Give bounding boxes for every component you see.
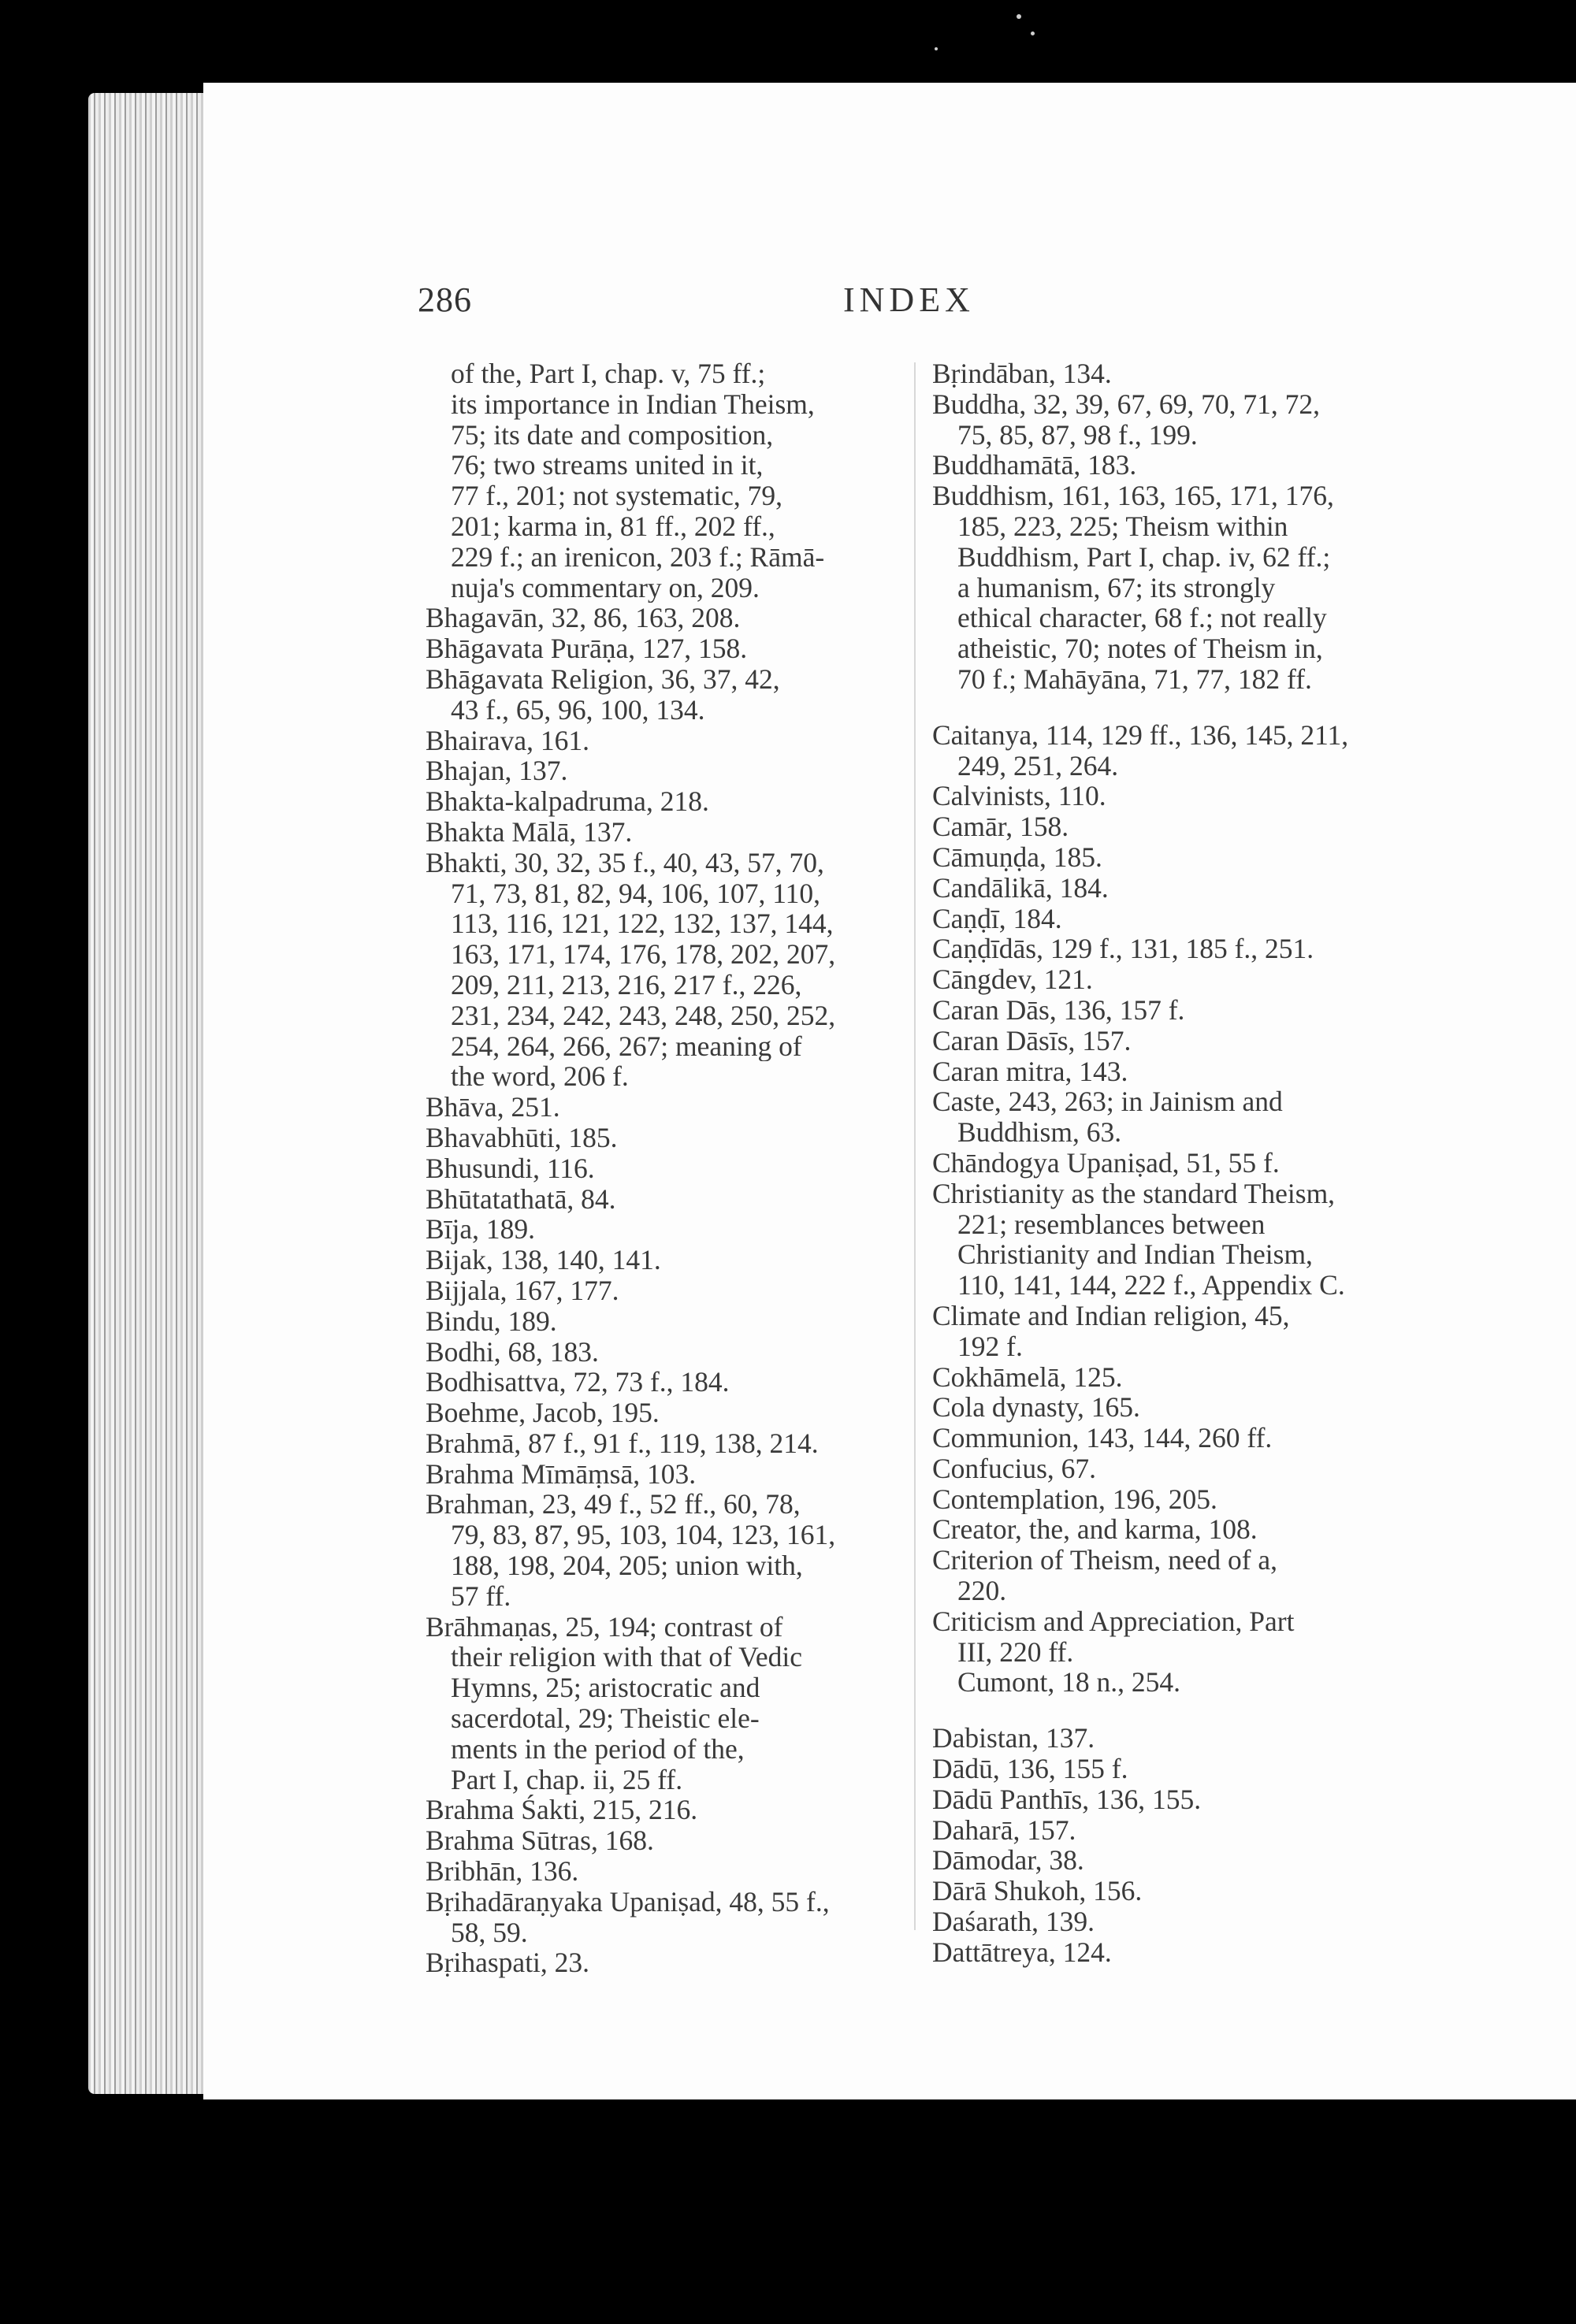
index-line: sacerdotal, 29; Theistic ele- xyxy=(451,1703,760,1734)
index-line: Criterion of Theism, need of a, xyxy=(932,1545,1278,1576)
index-line: Brahmā, 87 f., 91 f., 119, 138, 214. xyxy=(426,1427,819,1459)
index-line: Caitanya, 114, 129 ff., 136, 145, 211, xyxy=(932,719,1349,751)
index-line: a humanism, 67; its strongly xyxy=(957,572,1276,603)
index-line: Brāhmaṇas, 25, 194; contrast of xyxy=(426,1611,783,1643)
index-line: Part I, chap. ii, 25 ff. xyxy=(451,1764,683,1795)
index-line: ments in the period of the, xyxy=(451,1733,745,1765)
index-column-left xyxy=(426,358,895,1978)
index-line: 249, 251, 264. xyxy=(957,750,1119,781)
index-line: Brahma Mīmāṃsā, 103. xyxy=(426,1458,697,1490)
index-line: Dattātreya, 124. xyxy=(932,1936,1112,1968)
index-line: Communion, 143, 144, 260 ff. xyxy=(932,1423,1273,1453)
index-line: Bhakti, 30, 32, 35 f., 40, 43, 57, 70, xyxy=(426,847,824,878)
index-line: Chāndogya Upaniṣad, 51, 55 f. xyxy=(932,1147,1280,1179)
index-line: Bhāgavata Purāṇa, 127, 158. xyxy=(426,633,748,664)
index-line: 220. xyxy=(957,1576,1007,1606)
index-line: Caran mitra, 143. xyxy=(932,1056,1128,1087)
index-line: Creator, the, and karma, 108. xyxy=(932,1514,1258,1546)
index-line: Bindu, 189. xyxy=(426,1305,557,1337)
index-line: 231, 234, 242, 243, 248, 250, 252, xyxy=(451,1000,836,1031)
index-line: Bhusundi, 116. xyxy=(426,1153,595,1184)
index-line: 77 f., 201; not systematic, 79, xyxy=(451,481,783,511)
index-line: of the, Part I, chap. v, 75 ff.; xyxy=(451,358,766,389)
index-line: Cāngdev, 121. xyxy=(932,964,1093,995)
index-line: Camār, 158. xyxy=(932,811,1069,842)
dust-speck xyxy=(1031,32,1035,35)
index-line: 57 ff. xyxy=(451,1580,511,1612)
index-line: 43 f., 65, 96, 100, 134. xyxy=(451,694,705,726)
index-line: Confucius, 67. xyxy=(932,1453,1097,1484)
index-line: Dādū Panthīs, 136, 155. xyxy=(932,1784,1202,1815)
index-line: Bhūtatathatā, 84. xyxy=(426,1183,616,1215)
index-line: Buddha, 32, 39, 67, 69, 70, 71, 72, xyxy=(932,388,1321,420)
index-line: Bīja, 189. xyxy=(426,1214,536,1246)
index-line: Criticism and Appreciation, Part xyxy=(932,1606,1295,1637)
index-line: 209, 211, 213, 216, 217 f., 226, xyxy=(451,969,802,1001)
index-line: Buddhism, 63. xyxy=(957,1117,1122,1148)
index-line: Bodhisattva, 72, 73 f., 184. xyxy=(426,1367,730,1398)
index-line: their religion with that of Vedic xyxy=(451,1642,802,1673)
index-line: the word, 206 f. xyxy=(451,1061,629,1093)
index-line: Cāmuṇḍa, 185. xyxy=(932,841,1102,873)
index-line: Contemplation, 196, 205. xyxy=(932,1483,1217,1515)
index-line: nuja's commentary on, 209. xyxy=(451,572,760,603)
index-line: Caṇḍīdās, 129 f., 131, 185 f., 251. xyxy=(932,934,1314,965)
index-line: Bhāva, 251. xyxy=(426,1092,560,1123)
index-line: Brahman, 23, 49 f., 52 ff., 60, 78, xyxy=(426,1489,801,1520)
index-line: 79, 83, 87, 95, 103, 104, 123, 161, xyxy=(451,1520,836,1551)
index-line: 201; karma in, 81 ff., 202 ff., xyxy=(451,510,775,542)
index-line: Christianity and Indian Theism, xyxy=(957,1239,1313,1271)
index-line: Bṛihadāraṇyaka Upaniṣad, 48, 55 f., xyxy=(426,1886,830,1917)
index-line: 76; two streams united in it, xyxy=(451,450,764,481)
index-line: Daharā, 157. xyxy=(932,1814,1076,1846)
index-line: Dārā Shukoh, 156. xyxy=(932,1876,1143,1907)
index-line: Bijjala, 167, 177. xyxy=(426,1275,619,1306)
index-line: Bodhi, 68, 183. xyxy=(426,1336,599,1368)
index-line: Dabistan, 137. xyxy=(932,1723,1095,1754)
index-line: 188, 198, 204, 205; union with, xyxy=(451,1550,803,1581)
index-line: Brahma Śakti, 215, 216. xyxy=(426,1795,698,1826)
index-line: 58, 59. xyxy=(451,1917,528,1948)
index-column-right xyxy=(932,358,1410,1968)
index-line: its importance in Indian Theism, xyxy=(451,388,815,420)
index-line: Bhajan, 137. xyxy=(426,755,568,787)
index-line: Brahma Sūtras, 168. xyxy=(426,1825,654,1857)
index-line: 70 f.; Mahāyāna, 71, 77, 182 ff. xyxy=(957,663,1312,695)
index-line: Buddhism, Part I, chap. iv, 62 ff.; xyxy=(957,541,1331,573)
index-line: 71, 73, 81, 82, 94, 106, 107, 110, xyxy=(451,878,821,909)
index-line: Dādū, 136, 155 f. xyxy=(932,1754,1128,1784)
index-line: Caran Dāsīs, 157. xyxy=(932,1025,1132,1056)
column-rule xyxy=(914,362,916,1930)
index-line: Hymns, 25; aristocratic and xyxy=(451,1672,760,1704)
index-line: Bhakta Mālā, 137. xyxy=(426,816,633,848)
index-line: III, 220 ff. xyxy=(957,1636,1074,1668)
index-line: Christianity as the standard Theism, xyxy=(932,1178,1336,1209)
index-line: 192 f. xyxy=(957,1331,1023,1362)
index-line: Candālikā, 184. xyxy=(932,872,1109,904)
index-line: 163, 171, 174, 176, 178, 202, 207, xyxy=(451,939,836,970)
index-line: 221; resemblances between xyxy=(957,1208,1266,1240)
index-line: Bhāgavata Religion, 36, 37, 42, xyxy=(426,663,780,695)
index-line: 185, 223, 225; Theism within xyxy=(957,510,1288,542)
index-line: atheistic, 70; notes of Theism in, xyxy=(957,633,1323,664)
index-line: 75, 85, 87, 98 f., 199. xyxy=(957,419,1198,451)
index-line: 113, 116, 121, 122, 132, 137, 144, xyxy=(451,908,834,940)
index-line: Boehme, Jacob, 195. xyxy=(426,1398,660,1428)
index-line: 229 f.; an irenicon, 203 f.; Rāmā- xyxy=(451,541,825,573)
index-line: Caṇḍī, 184. xyxy=(932,903,1062,934)
index-line: Bhairava, 161. xyxy=(426,725,590,756)
index-line: Bhakta-kalpadruma, 218. xyxy=(426,786,709,817)
index-line: Bribhān, 136. xyxy=(426,1856,579,1887)
dust-speck xyxy=(935,47,938,50)
index-line: Bhavabhūti, 185. xyxy=(426,1122,618,1153)
index-line: Buddhism, 161, 163, 165, 171, 176, xyxy=(932,481,1334,511)
index-line: Cokhāmelā, 125. xyxy=(932,1361,1123,1393)
index-line: Calvinists, 110. xyxy=(932,781,1106,812)
index-line: 110, 141, 144, 222 f., Appendix C. xyxy=(957,1270,1345,1301)
running-head: INDEX xyxy=(843,280,975,319)
index-line: ethical character, 68 f.; not really xyxy=(957,603,1327,634)
index-line: Dāmodar, 38. xyxy=(932,1845,1084,1877)
index-line: Bijak, 138, 140, 141. xyxy=(426,1245,661,1275)
index-line: Bṛindāban, 134. xyxy=(932,358,1112,389)
index-line: Bhagavān, 32, 86, 163, 208. xyxy=(426,603,741,634)
index-line: Buddhamātā, 183. xyxy=(932,450,1137,481)
index-line: Caran Dās, 136, 157 f. xyxy=(932,994,1185,1026)
index-line: Caste, 243, 263; in Jainism and xyxy=(932,1086,1283,1118)
index-line: 75; its date and composition, xyxy=(451,419,774,451)
index-line: Climate and Indian religion, 45, xyxy=(932,1300,1290,1331)
index-line: 254, 264, 266, 267; meaning of xyxy=(451,1030,802,1062)
dust-speck xyxy=(1017,14,1021,19)
index-line: Daśarath, 139. xyxy=(932,1906,1095,1937)
page-header xyxy=(418,280,985,327)
index-line: Cumont, 18 n., 254. xyxy=(957,1667,1181,1698)
page-number: 286 xyxy=(418,280,472,319)
index-line: Bṛihaspati, 23. xyxy=(426,1947,590,1979)
index-line: Cola dynasty, 165. xyxy=(932,1392,1140,1424)
